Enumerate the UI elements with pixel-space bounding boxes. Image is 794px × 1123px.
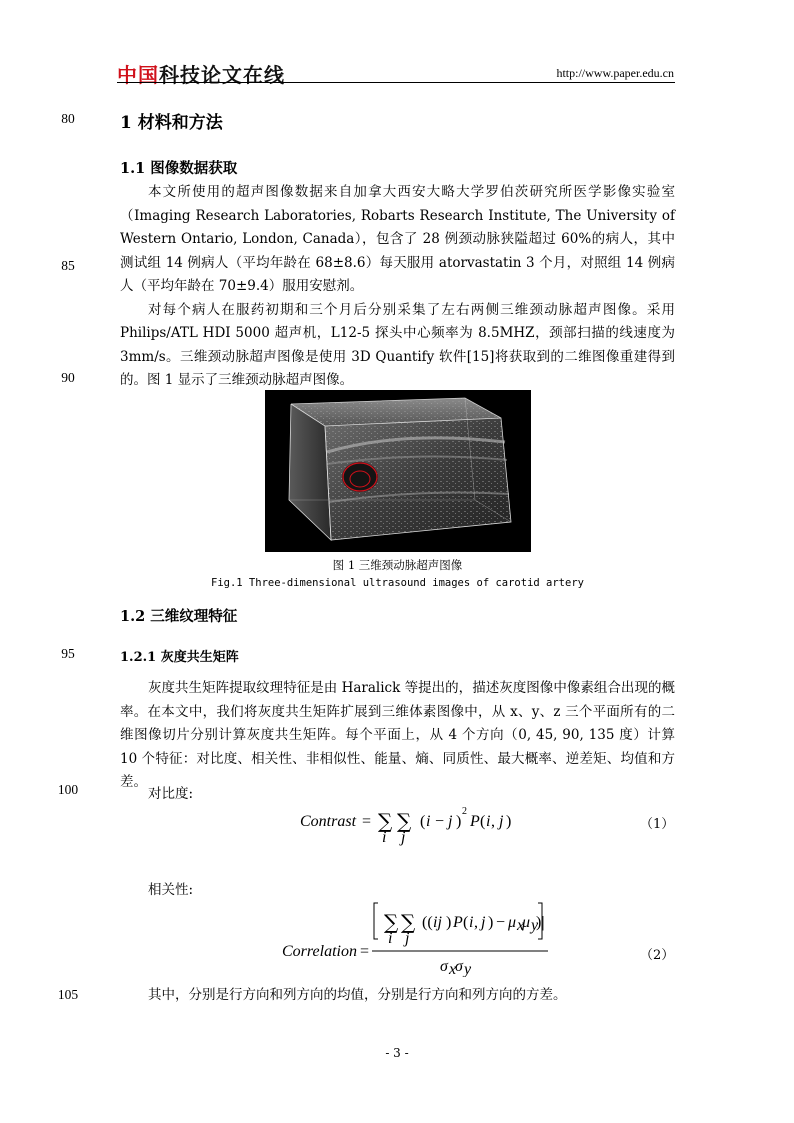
svg-text:σ: σ <box>455 958 463 975</box>
figure-caption-en: Fig.1 Three-dimensional ultrasound images of carotid artery <box>211 577 584 589</box>
svg-text:): ) <box>456 813 462 830</box>
svg-text:=: = <box>362 813 372 830</box>
equation-number: （1） <box>640 817 675 832</box>
logo-part-china: 中国 <box>117 63 159 87</box>
svg-text:i: i <box>382 829 387 846</box>
svg-text:∑: ∑ <box>397 809 412 833</box>
svg-text:j: j <box>499 813 504 830</box>
svg-text:(: ( <box>463 914 469 931</box>
section-heading: 1 材料和方法 <box>120 113 223 133</box>
svg-text:=: = <box>360 943 370 960</box>
svg-text:σ: σ <box>440 958 448 975</box>
ultrasound-3d-image <box>265 390 531 552</box>
svg-text:∑: ∑ <box>401 910 416 934</box>
svg-text:x: x <box>517 917 525 934</box>
equation-label-correlation: 相关性: <box>148 882 194 898</box>
svg-text:x: x <box>449 961 457 977</box>
page-number: - 3 - <box>385 1046 409 1060</box>
equation-number: （2） <box>640 948 675 963</box>
figure-caption-cn: 图 1 三维颈动脉超声图像 <box>332 558 463 572</box>
header-url[interactable]: http://www.paper.edu.cn <box>556 66 674 80</box>
svg-text:−: − <box>435 813 445 830</box>
contrast-formula <box>296 800 546 846</box>
line-number: 85 <box>61 258 75 273</box>
svg-text:∑: ∑ <box>378 809 393 833</box>
svg-text:i: i <box>486 813 491 830</box>
svg-text:((: (( <box>422 914 433 931</box>
svg-text:): ) <box>488 914 494 931</box>
paragraph-glcm: 灰度共生矩阵提取纹理特征是由 Haralick 等提出的，描述灰度图像中像素组合出现的概率。在本文中，我们将灰度共生矩阵扩展到三维体素图像中，从 x、y、z 三个平面所有的二维图像切片分别计算灰度共生矩阵。每个平面上，从 4 个方向（0, 45, 90, 135 度）计算 10 个特征：对比度、相关性、非相似性、能量、熵、同质性、最大概率、逆差矩、均值和方差。 <box>120 680 675 790</box>
equation-label-contrast: 对比度: <box>148 786 194 802</box>
svg-text:2: 2 <box>462 806 467 817</box>
svg-text:)|: )| <box>536 914 545 931</box>
svg-text:P: P <box>453 914 463 931</box>
paragraph-note: 其中，分别是行方向和列方向的均值，分别是行方向和列方向的方差。 <box>148 987 567 1003</box>
line-number: 95 <box>61 646 75 661</box>
site-logo <box>117 59 285 88</box>
svg-text:,: , <box>491 813 495 830</box>
equation-lhs: Contrast <box>300 813 357 830</box>
svg-text:∑: ∑ <box>384 910 399 934</box>
correlation-formula <box>280 897 570 977</box>
svg-text:j: j <box>481 914 486 931</box>
svg-text:): ) <box>506 813 512 830</box>
svg-text:−: − <box>496 914 506 931</box>
svg-text:μ: μ <box>522 914 531 931</box>
svg-text:j: j <box>401 829 406 846</box>
svg-text:): ) <box>446 914 452 931</box>
svg-text:ij: ij <box>433 914 442 931</box>
svg-text:j: j <box>448 813 453 830</box>
equation-lhs: Correlation <box>282 943 357 960</box>
svg-text:y: y <box>531 917 539 934</box>
svg-text:i: i <box>426 813 431 830</box>
svg-text:,: , <box>474 914 478 931</box>
subsection-heading: 1.1 图像数据获取 <box>120 160 238 177</box>
body-text-block <box>120 677 675 795</box>
equation-contrast <box>296 800 546 850</box>
svg-text:(: ( <box>420 813 426 830</box>
body-text-block <box>148 984 675 1008</box>
line-number: 105 <box>57 987 79 1002</box>
body-text-block <box>120 181 675 393</box>
subsection-heading: 1.2 三维纹理特征 <box>120 608 238 625</box>
svg-text:i: i <box>469 914 474 931</box>
line-number: 90 <box>61 370 75 385</box>
subsubsection-heading: 1.2.1 灰度共生矩阵 <box>120 650 239 665</box>
svg-text:μ: μ <box>508 914 517 931</box>
svg-text:(: ( <box>480 813 486 830</box>
ultrasound-figure <box>265 390 531 552</box>
paragraph-acquisition: 对每个病人在服药初期和三个月后分别采集了左右两侧三维颈动脉超声图像。采用 Philips/ATL HDI 5000 超声机，L12-5 探头中心频率为 8.5MHZ，颈部扫描的线速度为 3mm/s。三维颈动脉超声图像是使用 3D Quantify 软件[15]将获取到的二维图像重建得到的。图 1 显示了三维颈动脉超声图像。 <box>120 301 675 388</box>
svg-text:i: i <box>388 930 393 947</box>
paragraph-data-source: 本文所使用的超声图像数据来自加拿大西安大略大学罗伯茨研究所医学影像实验室（Imaging Research Laboratories, Robarts Research Institute, The University of Western Ontario, London, Canada），包含了 28 例颈动脉狭隘超过 60%的病人，其中测试组 14 例病人（平均年龄在 68±8.6）每天服用 atorvastatin 3 个月，对照组 14 例病人（平均年龄在 70±9.4）服用安慰剂。 <box>120 184 675 294</box>
line-number: 100 <box>57 782 79 797</box>
equation-correlation <box>280 897 570 981</box>
svg-text:j: j <box>405 930 410 947</box>
svg-text:P: P <box>470 813 480 830</box>
svg-text:y: y <box>464 961 472 977</box>
header-divider <box>117 82 675 83</box>
logo-part-title: 科技论文在线 <box>159 63 285 87</box>
line-number: 80 <box>61 111 75 126</box>
